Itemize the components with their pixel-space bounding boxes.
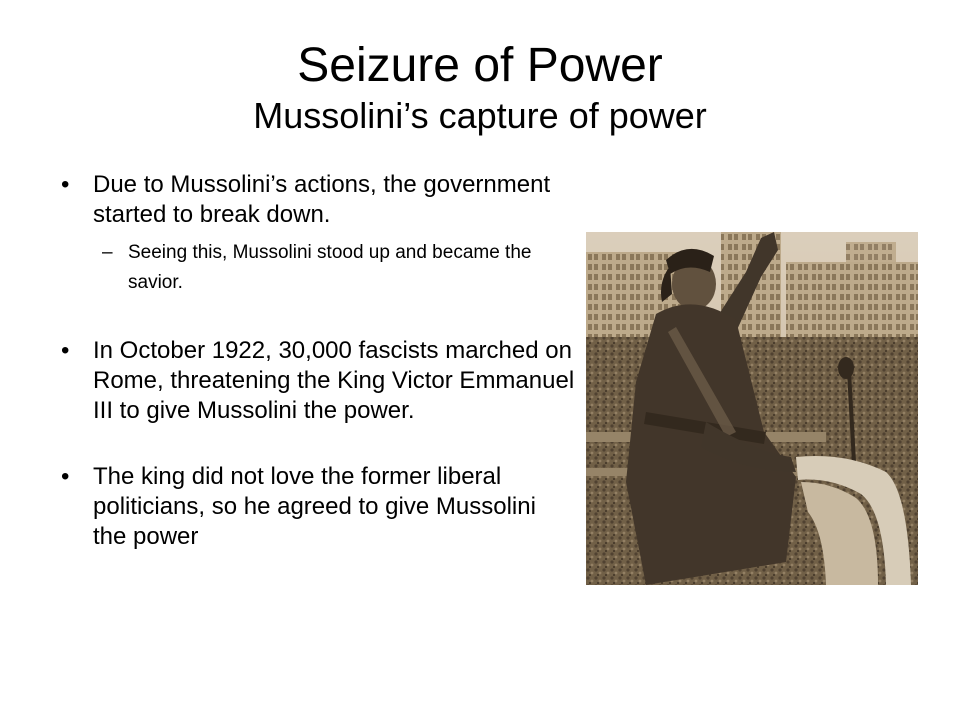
sub-bullet-text: Seeing this, Mussolini stood up and became the savior. [128, 242, 532, 293]
bullet-text: The king did not love the former liberal politicians, so he agreed to give Mussolini the power [93, 463, 536, 550]
slide-title: Seizure of Power [297, 39, 663, 92]
bullet-marker: • [61, 171, 70, 198]
bullet-text: Due to Mussolini’s actions, the government started to break down. [93, 171, 551, 228]
sub-bullet-marker: – [102, 242, 113, 263]
bullet-marker: • [61, 463, 70, 490]
bullet-item [55, 462, 575, 552]
sub-bullet-item [55, 238, 575, 298]
title-block [0, 38, 960, 138]
mussolini-photo [586, 232, 918, 585]
bullet-list [55, 170, 575, 552]
bullet-text: In October 1922, 30,000 fascists marched on Rome, threatening the King Victor Emmanuel III to give Mussolini the power. [93, 337, 575, 424]
bullet-item [55, 336, 575, 426]
bullet-item [55, 170, 575, 230]
slide-subtitle: Mussolini’s capture of power [253, 95, 707, 136]
bullet-marker: • [61, 337, 70, 364]
